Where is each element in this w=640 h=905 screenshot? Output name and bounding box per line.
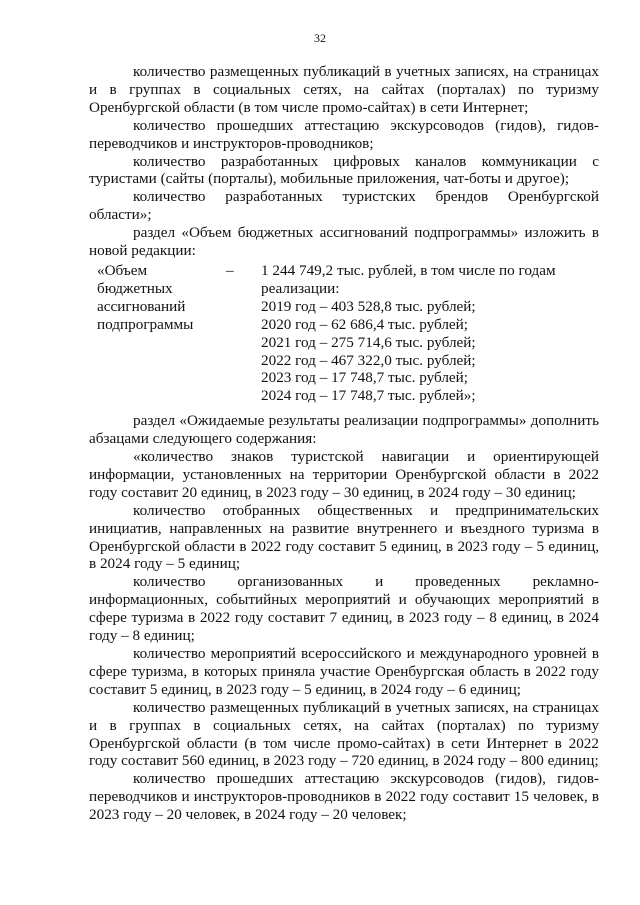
paragraph-international-events-result: количество мероприятий всероссийского и международного уровней в сфере туризма, в которых приняла участие Оренбургская область в 2022 году составит 5 единиц, в 2023 году – 5 единиц, в 2024 году – 6 единиц; [89,645,599,698]
funding-year-2021: 2021 год – 275 714,6 тыс. рублей; [261,333,476,351]
paragraph-publications-result: количество размещенных публикаций в учетных записях, на страницах и в группах в социальных сетях, на сайтах (порталах) по туризму Оренбургской области (в том числе промо-сайтах) в сети Интернет в 2022 году составит 560 единиц, в 2023 году – 720 единиц, в 2024 году – 800 единиц; [89,698,599,770]
funding-year-2023: 2023 год – 17 748,7 тыс. рублей; [261,369,469,387]
funding-year-2019: 2019 год – 403 528,8 тыс. рублей; [261,297,476,315]
funding-label [89,262,226,405]
funding-total-cont: реализации: [261,279,340,297]
paragraph-funding-section-intro: раздел «Объем бюджетных ассигнований подпрограммы» изложить в новой редакции: [89,224,599,260]
funding-values [261,262,599,405]
paragraph-digital-channels-indicator: количество разработанных цифровых каналов коммуникации с туристами (сайты (порталы), мобильные приложения, чат-боты и другое); [89,152,599,188]
funding-label-line: «Объем бюджетных [97,261,173,297]
paragraph-brands-indicator: количество разработанных туристских брендов Оренбургской области»; [89,188,599,224]
paragraph-initiatives-result: количество отобранных общественных и предпринимательских инициатив, направленных на развитие внутреннего и въездного туризма в Оренбургской области в 2022 году составит 5 единиц, в 2023 году – 5 единиц, в 2024 году – 5 единиц; [89,501,599,573]
document-body [89,63,599,824]
paragraph-results-section-intro: раздел «Ожидаемые результаты реализации подпрограммы» дополнить абзацами следующего содержания: [89,412,599,448]
paragraph-events-result: количество организованных и проведенных рекламно-информационных, событийных мероприятий и обучающих мероприятий в сфере туризма в 2022 году составит 7 единиц, в 2023 году – 8 единиц, в 2024 году – 8 единиц; [89,573,599,645]
funding-year-2022: 2022 год – 467 322,0 тыс. рублей; [261,351,476,369]
paragraph-guides-indicator: количество прошедших аттестацию экскурсоводов (гидов), гидов-переводчиков и инструкторов-проводников; [89,116,599,152]
funding-year-2024: 2024 год – 17 748,7 тыс. рублей»; [261,387,476,405]
funding-dash: – [226,261,234,279]
funding-label-line: ассигнований [97,297,186,315]
page-number: 32 [314,31,326,45]
funding-label-line: подпрограммы [97,315,194,333]
paragraph-publications-indicator: количество размещенных публикаций в учетных записях, на страницах и в группах в социальных сетях, на сайтах (порталах) по туризму Оренбургской области (в том числе промо-сайтах) в сети Интернет; [89,63,599,116]
paragraph-navigation-signs-result: «количество знаков туристской навигации и ориентирующей информации, установленных на территории Оренбургской области в 2022 году составит 20 единиц, в 2023 году – 30 единиц, в 2024 году – 30 единиц; [89,448,599,501]
funding-total: 1 244 749,2 тыс. рублей, в том числе по годам [261,261,556,279]
funding-table [89,262,599,405]
funding-year-2020: 2020 год – 62 686,4 тыс. рублей; [261,315,469,333]
paragraph-guides-result: количество прошедших аттестацию экскурсоводов (гидов), гидов-переводчиков и инструкторов-проводников в 2022 году составит 15 человек, в 2023 году – 20 человек, в 2024 году – 20 человек; [89,770,599,824]
